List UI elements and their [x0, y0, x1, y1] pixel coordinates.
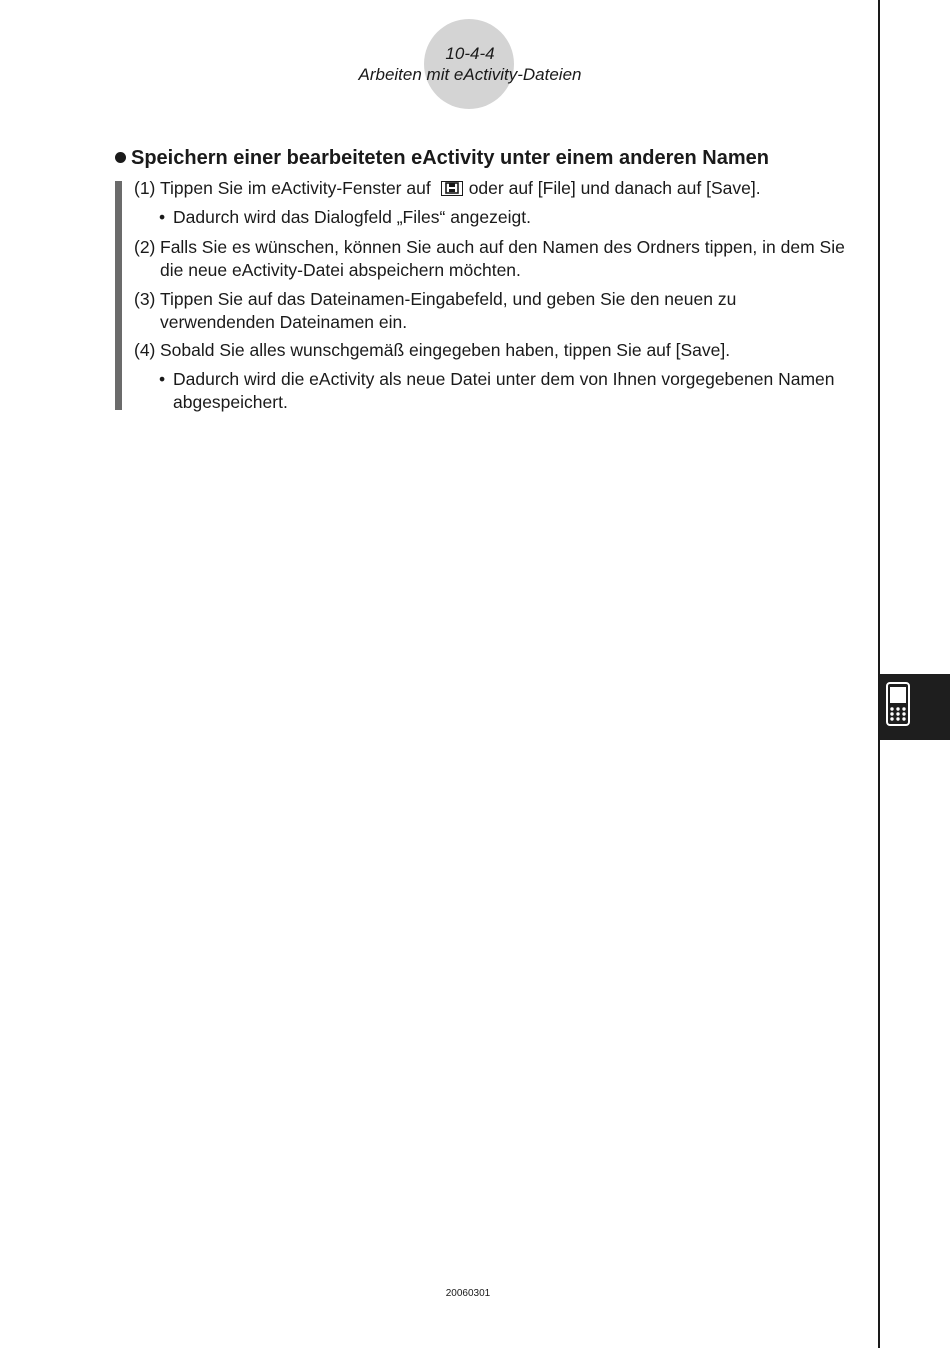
step-number: (3) [134, 289, 156, 309]
note-text: Dadurch wird das Dialogfeld „Files“ angezeigt. [173, 207, 531, 227]
section-side-bar [115, 181, 122, 410]
page-number: 10-4-4 [445, 44, 495, 63]
step-number: (1) [134, 178, 156, 198]
step-text: Sobald Sie alles wunschgemäß eingegeben haben, tippen Sie auf [Save]. [160, 340, 731, 360]
step-text: oder auf [File] und danach auf [Save]. [468, 178, 761, 198]
chapter-side-tab [880, 674, 950, 740]
page-subtitle: Arbeiten mit eActivity-Dateien [358, 65, 582, 84]
step-number: (2) [134, 237, 156, 257]
step-text-line: verwendenden Dateinamen ein. [160, 312, 408, 332]
step-text-line: Falls Sie es wünschen, können Sie auch auf den Namen des Ordners tippen, in dem Sie [160, 237, 845, 257]
section-heading: Speichern einer bearbeiteten eActivity unter einem anderen Namen [131, 147, 769, 169]
footer-code: 20060301 [445, 1288, 491, 1299]
bullet-icon: • [159, 207, 166, 227]
step-text-line: die neue eActivity-Datei abspeichern möchten. [160, 260, 521, 280]
section-bullet-icon [115, 152, 126, 163]
step-number: (4) [134, 340, 156, 360]
calculator-icon [885, 681, 911, 732]
save-icon [441, 181, 463, 196]
note-text-line: abgespeichert. [173, 392, 288, 412]
step-text-line: Tippen Sie auf das Dateinamen-Eingabefeld, und geben Sie den neuen zu [160, 289, 737, 309]
step-text: Tippen Sie im eActivity-Fenster auf [160, 178, 431, 198]
header-circle [424, 19, 514, 109]
bullet-icon: • [159, 369, 166, 389]
note-text-line: Dadurch wird die eActivity als neue Datei unter dem von Ihnen vorgegebenen Namen [173, 369, 835, 389]
